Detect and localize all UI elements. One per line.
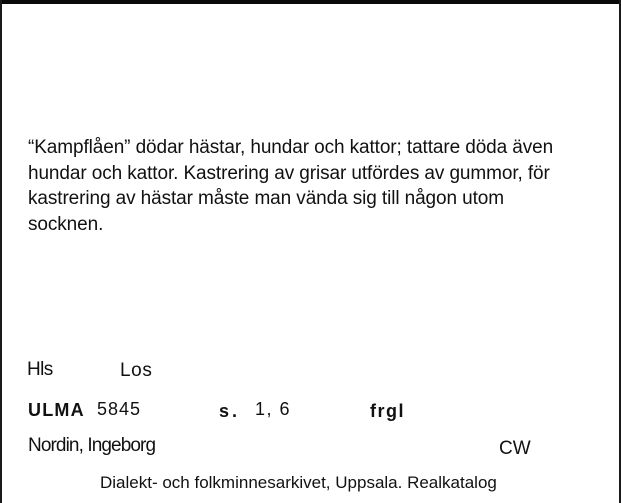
- body-line: kastrering av hästar måste man vända sig till någon utom: [28, 188, 504, 209]
- page-numbers: 1, 6: [255, 399, 292, 419]
- body-line: socknen.: [28, 213, 104, 235]
- parish-name: Los: [120, 360, 153, 381]
- page-label: s.: [219, 401, 241, 421]
- informant-name: Nordin, Ingeborg: [28, 435, 156, 456]
- archive-code: ULMA: [28, 400, 85, 420]
- record-type: frgl: [370, 401, 405, 421]
- archive-footer: Dialekt- och folkminnesarkivet, Uppsala. Realkatalog: [100, 473, 497, 492]
- province-code: Hls: [27, 359, 53, 380]
- card-body-text: [28, 135, 608, 237]
- body-line: hundar och kattor. Kastrering av grisar utfördes av gummor, för: [28, 162, 550, 184]
- card-top-edge: [0, 0, 621, 4]
- recorder-initials: CW: [499, 438, 531, 459]
- body-line: “Kampflåen” dödar hästar, hundar och kattor; tattare döda även: [28, 137, 554, 158]
- card-left-edge: [0, 0, 2, 503]
- archive-number: 5845: [97, 399, 142, 419]
